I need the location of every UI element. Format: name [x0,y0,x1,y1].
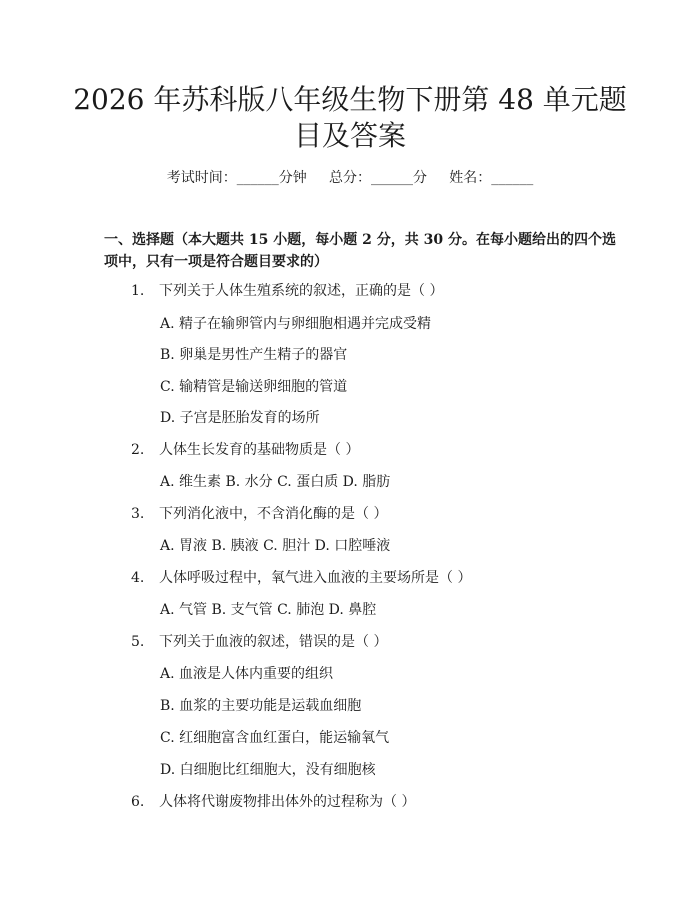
question-number: 6. [131,794,145,810]
question-text: 人体将代谢废物排出体外的过程称为（ ） [159,794,416,810]
q1-option-c: C. 输精管是输送卵细胞的管道 [160,379,348,395]
q4-options: A. 气管 B. 支气管 C. 肺泡 D. 鼻腔 [160,602,377,618]
question-text: 下列关于血液的叙述，错误的是（ ） [159,634,388,650]
exam-meta: 考试时间：______分钟 总分：______分 姓名：______ [166,170,534,186]
question-4 [131,568,471,588]
question-text: 人体呼吸过程中，氧气进入血液的主要场所是（ ） [159,570,472,586]
question-number: 1. [131,283,145,299]
q3-options: A. 胃液 B. 胰液 C. 胆汁 D. 口腔唾液 [160,538,391,554]
question-number: 2. [131,442,145,458]
question-3 [131,504,387,524]
q1-option-a: A. 精子在输卵管内与卵细胞相遇并完成受精 [160,316,432,332]
section-title: 一、选择题（本大题共 15 小题，每小题 2 分，共 30 分。在每小题给出的四个选项中，只有一项是符合题目要求的） [104,232,616,270]
title-line-1: 2026 年苏科版八年级生物下册第 48 单元题 [73,83,627,116]
question-number: 5. [131,634,145,650]
q5-option-c: C. 红细胞富含血红蛋白，能运输氧气 [160,730,390,746]
question-1 [131,281,443,301]
question-text: 下列关于人体生殖系统的叙述，正确的是（ ） [159,283,444,299]
q1-option-d: D. 子宫是胚胎发育的场所 [160,410,320,426]
question-number: 4. [131,570,145,586]
question-5 [131,632,387,652]
q2-options: A. 维生素 B. 水分 C. 蛋白质 D. 脂肪 [160,474,391,490]
question-text: 人体生长发育的基础物质是（ ） [159,442,360,458]
question-text: 下列消化液中，不含消化酶的是（ ） [159,506,388,522]
title-line-2: 目及答案 [293,119,406,152]
question-2 [131,440,359,460]
q5-option-d: D. 白细胞比红细胞大，没有细胞核 [160,762,376,778]
q5-option-a: A. 血液是人体内重要的组织 [160,666,334,682]
question-6 [131,792,415,812]
question-number: 3. [131,506,145,522]
q1-option-b: B. 卵巢是男性产生精子的器官 [160,347,348,363]
q5-option-b: B. 血浆的主要功能是运载血细胞 [160,698,362,714]
